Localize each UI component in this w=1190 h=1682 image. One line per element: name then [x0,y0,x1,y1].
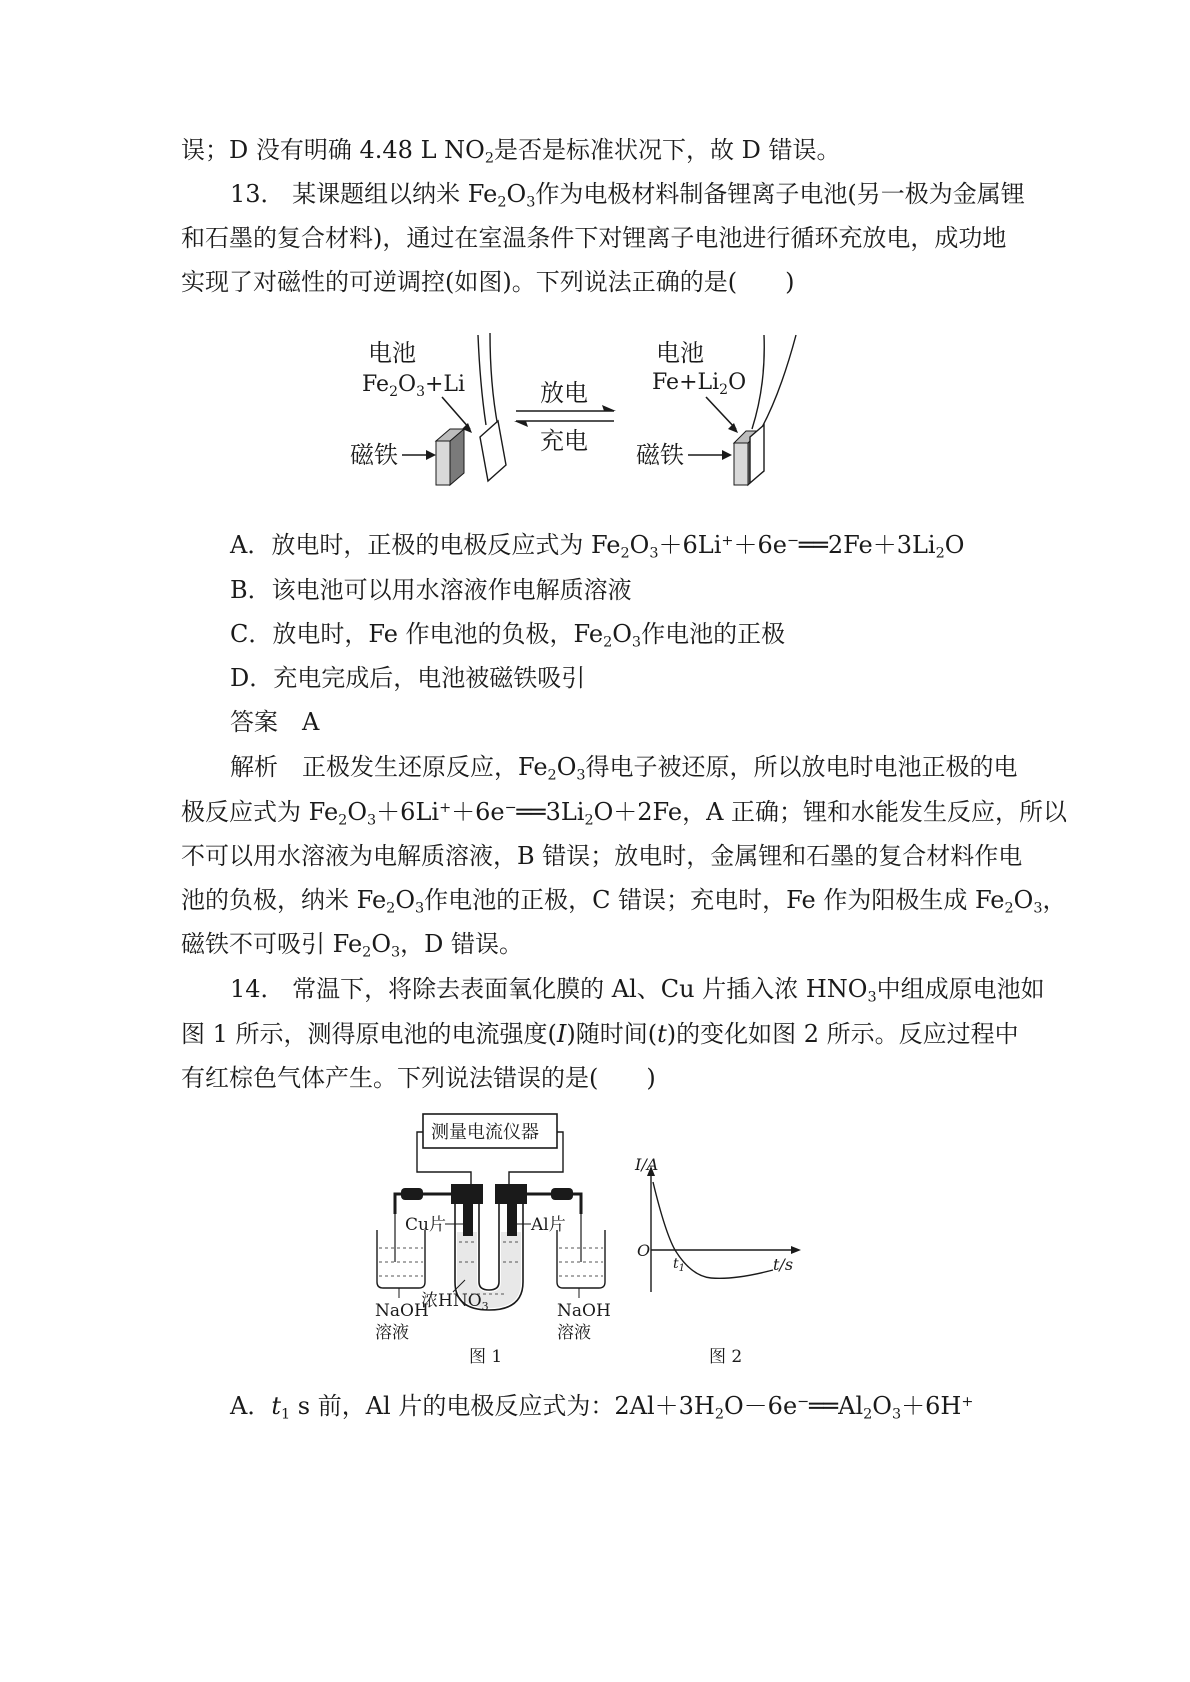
q13-figure [340,325,810,505]
analysis-line-4: 池的负极，纳米 $Fe_2O_3$作电池的正极，C 错误；充电时，Fe 作为阳极生成 $Fe_2O_3$， [181,886,1067,917]
q13-option-d: D．充电完成后，电池被磁铁吸引 [230,664,586,692]
fig13-magnet-right: 磁铁 [636,441,684,469]
q13-answer: 答案 A [230,708,320,736]
q13-line-2: 和石墨的复合材料)，通过在室温条件下对锂离子电池进行循环充放电，成功地 [181,224,1007,252]
q14-option-a: A．$t_1$ s 前，Al 片的电极反应式为：$2Al+3H_2O-6e^-══Al_2O_3+6H^+$ [230,1392,974,1423]
fig14-naoh-left: NaOH [375,1301,429,1321]
analysis-line-1: 解析 正极发生还原反应，$Fe_2O_3$得电子被还原，所以放电时电池正极的电 [230,753,1018,784]
q13-option-a: A．放电时，正极的电极反应式为 $Fe_2O_3+6Li^++6e^-══2Fe+3Li_2O$ [230,531,965,562]
fig13-left-label-2: $Fe_2O_3+Li$ [362,372,466,400]
fig14-acid-label: 浓$HNO_3$ [421,1291,489,1313]
analysis-line-5: 磁铁不可吸引 $Fe_2O_3$，D 错误。 [181,930,524,961]
fig13-arrow-top: 放电 [540,379,588,407]
fig13-magnet-left: 磁铁 [350,441,398,469]
fig14-naoh-right: NaOH [557,1301,611,1321]
q13-option-b: B．该电池可以用水溶液作电解质溶液 [230,576,632,604]
q13-line-1: 13． 某课题组以纳米 $Fe_2O_3$作为电极材料制备锂离子电池(另一极为金属锂 [230,180,1025,211]
fig14-cu-label: Cu片 [405,1215,446,1235]
fig13-right-label-1: 电池 [656,339,704,367]
q12-tail: 误；D 没有明确 4.48 L $NO_2$是否是标准状况下，故 D 错误。 [181,136,841,167]
fig14-graph-origin: O [637,1241,651,1260]
fig14-caption-2: 图 2 [709,1347,743,1367]
fig14-sol-right: 溶液 [557,1323,591,1343]
fig14-graph-t1: $t_1$ [673,1256,686,1274]
fig14-al-label: Al片 [531,1215,566,1235]
fig14-caption-1: 图 1 [469,1347,503,1367]
fig13-left-label-1: 电池 [368,339,416,367]
analysis-line-2: 极反应式为 $Fe_2O_3+6Li^++6e^-══3Li_2O+2Fe$，A 正确；锂和水能发生反应，所以 [181,798,1068,829]
q14-line-1: 14． 常温下，将除去表面氧化膜的 Al、Cu 片插入浓 $HNO_3$中组成原电池如 [230,975,1045,1006]
analysis-line-3: 不可以用水溶液为电解质溶液，B 错误；放电时，金属锂和石墨的复合材料作电 [181,842,1023,870]
fig14-meter: 测量电流仪器 [431,1122,539,1143]
q14-line-2: 图 1 所示，测得原电池的电流强度(I)随时间(t)的变化如图 2 所示。反应过程中 [181,1020,1019,1048]
q13-option-c: C．放电时，Fe 作电池的负极，$Fe_2O_3$作电池的正极 [230,620,786,651]
fig14-graph-x-label: t/s [773,1255,794,1274]
fig13-arrow-bottom: 充电 [540,427,588,455]
fig13-right-label-2: $Fe+Li_2O$ [652,370,747,398]
q14-line-3: 有红棕色气体产生。下列说法错误的是( ) [181,1064,656,1092]
q13-line-3: 实现了对磁性的可逆调控(如图)。下列说法正确的是( ) [181,268,795,296]
fig14-sol-left: 溶液 [375,1323,409,1343]
fig14-graph-y-label: I/A [635,1155,659,1174]
q14-figure [375,1112,875,1370]
